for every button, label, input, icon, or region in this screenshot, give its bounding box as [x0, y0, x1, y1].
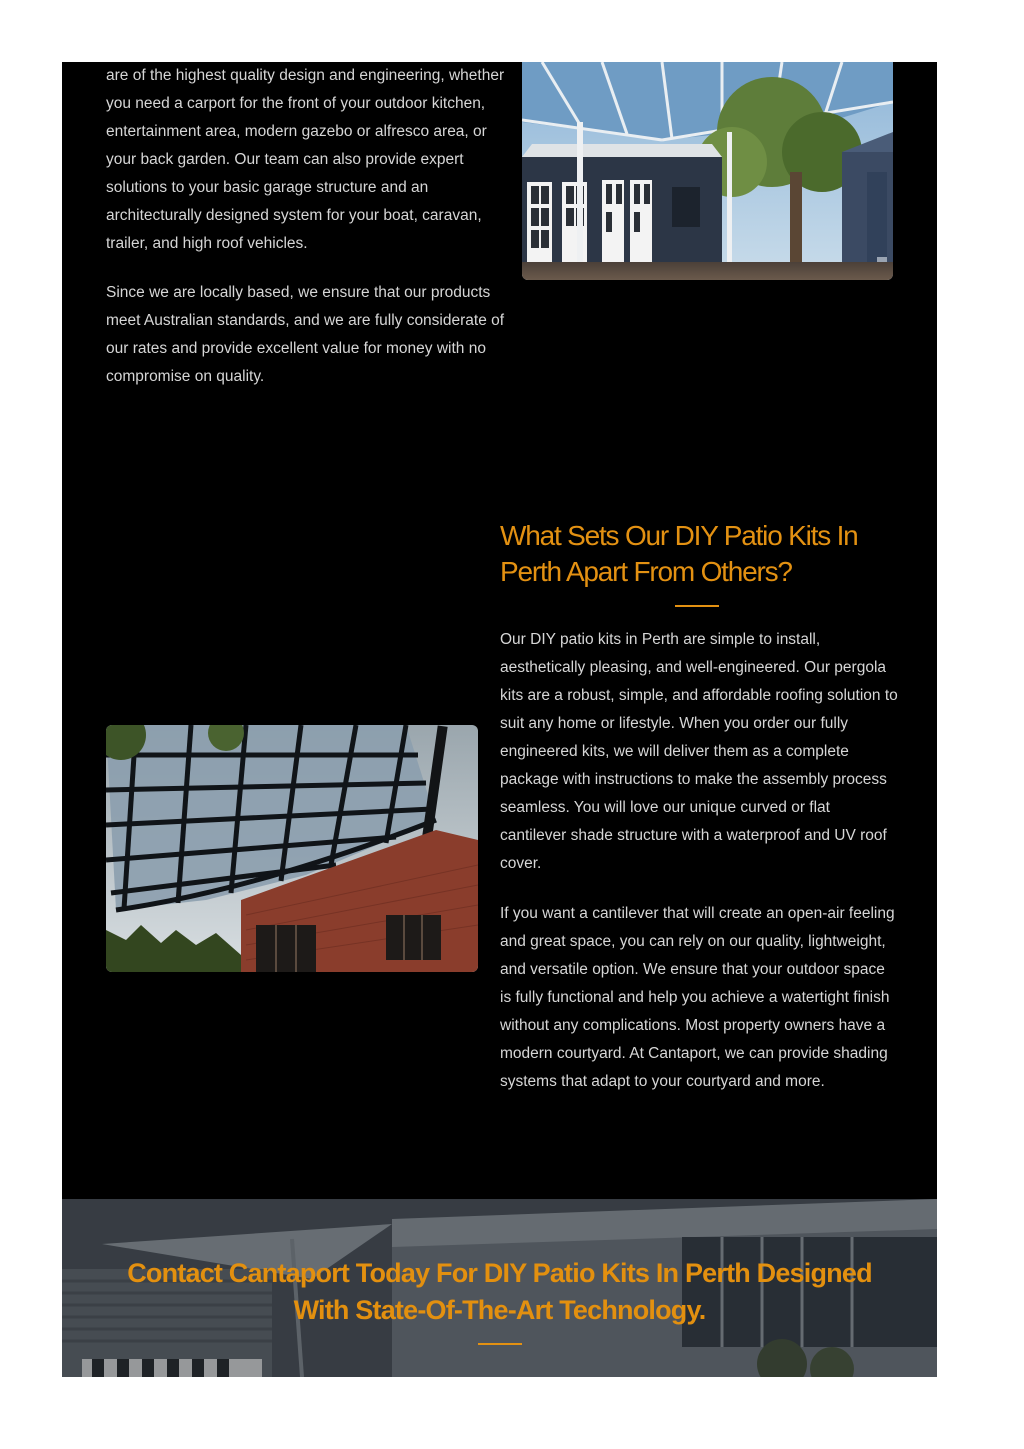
features-paragraph-1: Our DIY patio kits in Perth are simple to install, aesthetically pleasing, and well-engineered. Our pergola kits are a robust, simple, and affordable roofing solution to suit any home or lifestyle. When you order our fully engineered kits, we will deliver them as a complete package with instructions to make the assembly process seamless. You will love our unique curved or flat cantilever shade structure with a waterproof and UV roof cover. — [500, 631, 898, 872]
features-heading: What Sets Our DIY Patio Kits In Perth Apart From Others? — [500, 520, 858, 587]
contact-heading: Contact Cantaport Today For DIY Patio Kits In Perth Designed With State-Of-The-Art Technology. — [127, 1258, 872, 1325]
intro-paragraph-1: are of the highest quality design and engineering, whether you need a carport for the front of your outdoor kitchen, entertainment area, modern gazebo or alfresco area, or your back garden. Our team can also provide expert solutions to your basic garage structure and an architecturally designed system for your boat, caravan, trailer, and high roof vehicles. — [106, 67, 505, 252]
page-content — [62, 62, 937, 1377]
features-paragraph-2: If you want a cantilever that will create an open-air feeling and great space, you can rely on our quality, lightweight, and versatile option. We ensure that your outdoor space is fully functional and help you achieve a watertight finish without any complications. Most property owners have a modern courtyard. At Cantaport, we can provide shading systems that adapt to your courtyard and more. — [500, 905, 895, 1090]
contact-banner — [62, 1199, 937, 1377]
cantilever-photo — [106, 725, 478, 972]
heading-divider — [675, 605, 719, 607]
intro-paragraph-2: Since we are locally based, we ensure that our products meet Australian standards, and we are fully considerate of our rates and provide excellent value for money with no compromise on quality. — [106, 284, 505, 385]
contact-divider — [478, 1343, 522, 1345]
carport-photo — [522, 62, 893, 280]
